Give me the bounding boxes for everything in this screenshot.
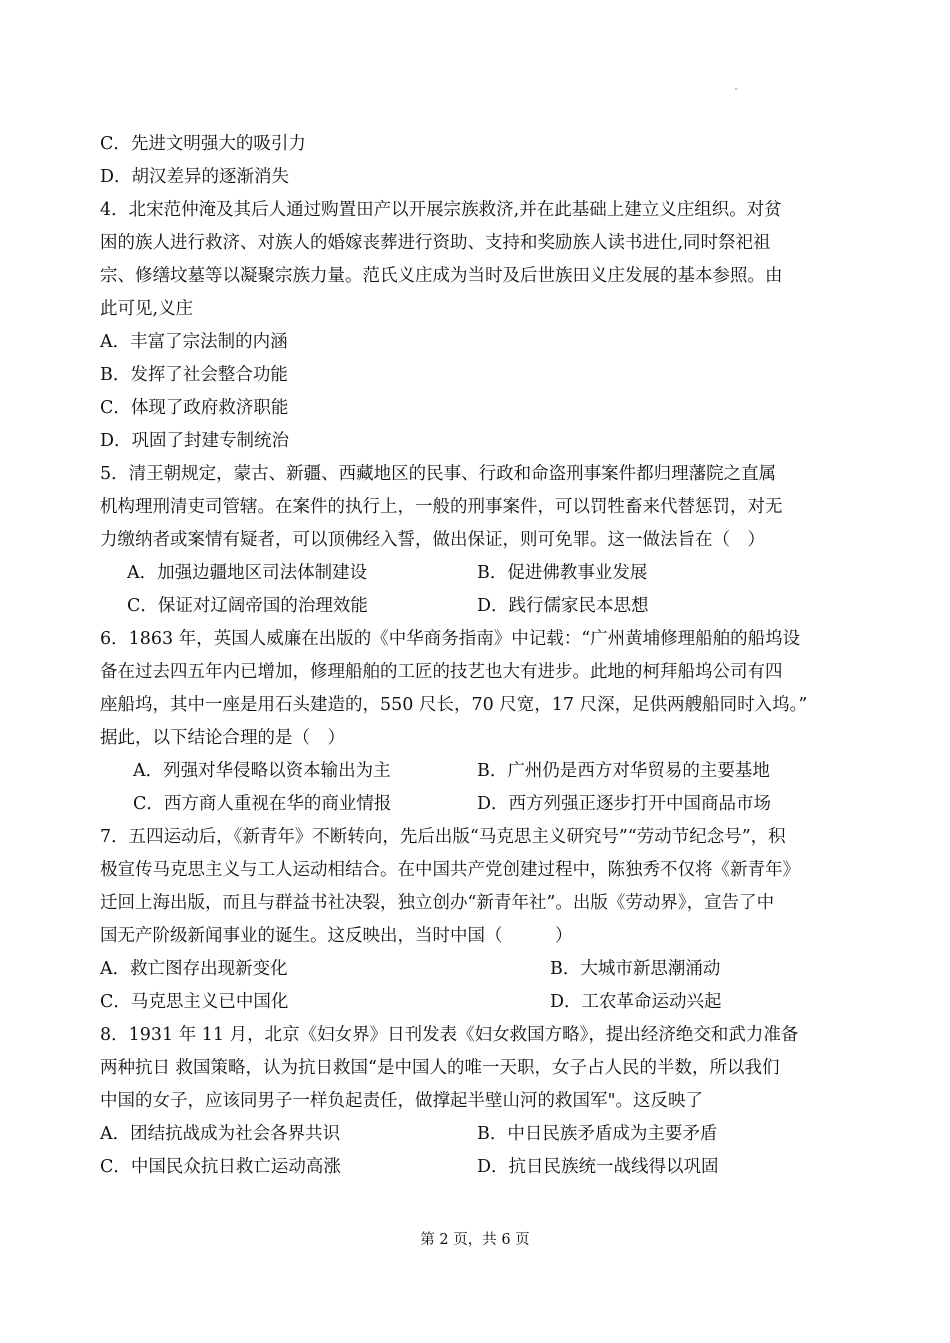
answer-option-a: A．丰富了宗法制的内涵	[100, 332, 288, 352]
question-stem-line: 备在过去四五年内已增加，修理船舶的工匠的技艺也大有进步。此地的柯拜船坞公司有四	[100, 662, 783, 682]
answer-option-c: C．保证对辽阔帝国的治理效能	[127, 596, 368, 616]
question-stem-line: 困的族人进行救济、对族人的婚嫁丧葬进行资助、支持和奖励族人读书进仕,同时祭祀祖	[100, 233, 771, 253]
question-stem-line: 6．1863 年，英国人威廉在出版的《中华商务指南》中记载：“广州黄埔修理船舶的船坞设	[100, 629, 801, 649]
answer-option-a: A．团结抗战成为社会各界共识	[100, 1124, 341, 1144]
answer-option-b: B．促进佛教事业发展	[477, 563, 648, 583]
prev-option-c: C．先进文明强大的吸引力	[100, 134, 306, 154]
question-stem-line: 迁回上海出版，而且与群益书社决裂，独立创办“新青年社”。出版《劳动界》，宣告了中	[100, 893, 775, 913]
answer-option-a: A．加强边疆地区司法体制建设	[127, 563, 368, 583]
question-stem-line: 据此，以下结论合理的是（ ）	[100, 728, 345, 748]
answer-option-a: A．救亡图存出现新变化	[100, 959, 288, 979]
page-number-footer: 第 2 页，共 6 页	[420, 1232, 530, 1248]
question-stem-line: 7．五四运动后，《新青年》不断转向，先后出版“马克思主义研究号”“劳动节纪念号”，积	[100, 827, 786, 847]
answer-option-b: B．发挥了社会整合功能	[100, 365, 288, 385]
answer-option-d: D．工农革命运动兴起	[550, 992, 722, 1012]
answer-option-d: D．践行儒家民本思想	[477, 596, 649, 616]
prev-option-d: D．胡汉差异的逐渐消失	[100, 167, 290, 187]
question-stem-line: 8．1931 年 11 月，北京《妇女界》日刊发表《妇女救国方略》，提出经济绝交和武力准备	[100, 1025, 799, 1045]
question-stem-line: 座船坞，其中一座是用石头建造的，550 尺长，70 尺宽，17 尺深，足供两艘船同时入坞。”	[100, 695, 808, 715]
answer-option-d: D．抗日民族统一战线得以巩固	[477, 1157, 719, 1177]
question-stem-line: 中国的女子，应该同男子一样负起责任，做撑起半壁山河的救国军"。这反映了	[100, 1091, 704, 1111]
question-stem-line: 国无产阶级新闻事业的诞生。这反映出，当时中国（ ）	[100, 926, 573, 946]
question-stem-line: 机构理刑清吏司管辖。在案件的执行上，一般的刑事案件，可以罚牲畜来代替惩罚，对无	[100, 497, 783, 517]
answer-option-a: A．列强对华侵略以资本输出为主	[133, 761, 391, 781]
question-stem-line: 此可见,义庄	[100, 299, 194, 319]
answer-option-b: B．广州仍是西方对华贸易的主要基地	[477, 761, 770, 781]
question-stem-line: 两种抗日 救国策略，认为抗日救国“是中国人的唯一天职，女子占人民的半数，所以我们	[100, 1058, 780, 1078]
answer-option-d: D．西方列强正逐步打开中国商品市场	[477, 794, 772, 814]
question-stem-line: 宗、修缮坟墓等以凝聚宗族力量。范氏义庄成为当时及后世族田义庄发展的基本参照。由	[100, 266, 783, 286]
scan-marker: "	[735, 88, 738, 95]
answer-option-c: C．中国民众抗日救亡运动高涨	[100, 1157, 341, 1177]
question-stem-line: 力缴纳者或案情有疑者，可以顶佛经入誓，做出保证，则可免罪。这一做法旨在（ ）	[100, 530, 765, 550]
question-stem-line: 4．北宋范仲淹及其后人通过购置田产以开展宗族救济,并在此基础上建立义庄组织。对贫	[100, 200, 782, 220]
answer-option-c: C．西方商人重视在华的商业情报	[133, 794, 392, 814]
answer-option-b: B．中日民族矛盾成为主要矛盾	[477, 1124, 718, 1144]
answer-option-d: D．巩固了封建专制统治	[100, 431, 290, 451]
question-stem-line: 5．清王朝规定，蒙古、新疆、西藏地区的民事、行政和命盗刑事案件都归理藩院之直属	[100, 464, 777, 484]
question-stem-line: 极宣传马克思主义与工人运动相结合。在中国共产党创建过程中，陈独秀不仅将《新青年》	[100, 860, 800, 880]
answer-option-b: B．大城市新思潮涌动	[550, 959, 721, 979]
answer-option-c: C．体现了政府救济职能	[100, 398, 289, 418]
answer-option-c: C．马克思主义已中国化	[100, 992, 289, 1012]
